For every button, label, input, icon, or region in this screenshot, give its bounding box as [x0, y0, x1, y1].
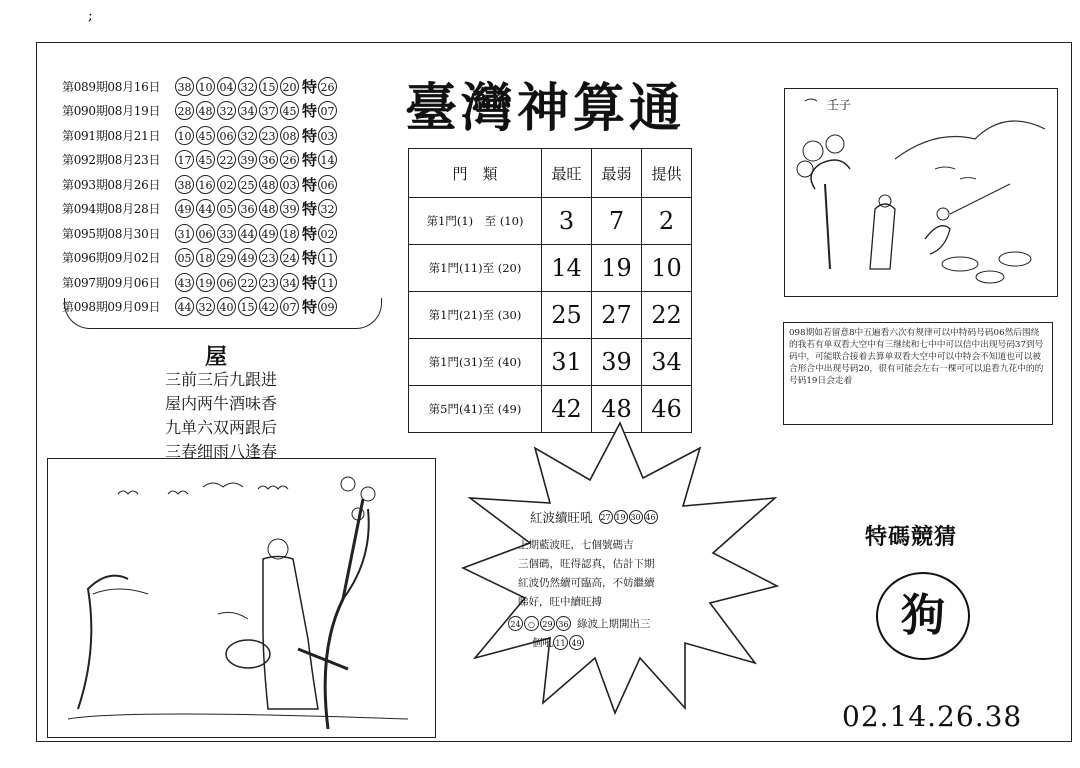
corner-mark: ; — [88, 8, 93, 24]
special-ball: 03 — [318, 126, 337, 145]
category-table — [408, 148, 692, 433]
number-ball: 32 — [238, 126, 257, 145]
number-ball: 02 — [217, 175, 236, 194]
number-ball: 19 — [196, 273, 215, 292]
number-ball: 48 — [196, 101, 215, 120]
number-ball: 05 — [175, 248, 194, 267]
special-ball: 11 — [318, 248, 337, 267]
draw-label: 第095期08月30日 — [62, 226, 161, 241]
heading-ball: 19 — [614, 510, 628, 524]
draw-label: 第093期08月26日 — [62, 177, 161, 192]
special-marker: 特 — [302, 298, 318, 317]
cell-offered: 34 — [642, 339, 692, 386]
number-ball: 06 — [217, 126, 236, 145]
header-offered: 提供 — [642, 149, 692, 198]
number-ball: 20 — [280, 77, 299, 96]
number-ball: 48 — [259, 199, 278, 218]
number-ball: 05 — [217, 199, 236, 218]
poem-line: 屋内两牛酒味香 — [165, 394, 278, 413]
poem — [165, 368, 277, 464]
fishing-scene-drawing — [785, 89, 1057, 296]
number-ball: 15 — [238, 297, 257, 316]
star-content — [510, 508, 730, 650]
tail-text: 個吼 — [532, 637, 553, 649]
number-ball: 18 — [280, 224, 299, 243]
number-ball: 08 — [280, 126, 299, 145]
number-ball: 34 — [238, 101, 257, 120]
number-ball: 23 — [259, 248, 278, 267]
tail-ball: 49 — [569, 635, 584, 650]
special-ball: 14 — [318, 150, 337, 169]
header-category: 門 類 — [409, 149, 542, 198]
special-marker: 特 — [302, 249, 318, 268]
draw-label: 第097期09月06日 — [62, 275, 161, 290]
number-ball: 34 — [280, 273, 299, 292]
draw-label: 第091期08月21日 — [62, 128, 161, 143]
number-ball: 06 — [217, 273, 236, 292]
number-ball: 32 — [238, 77, 257, 96]
cell-coldest: 48 — [592, 386, 642, 433]
history-row — [62, 221, 380, 246]
special-marker: 特 — [302, 102, 318, 121]
history-bracket — [64, 298, 382, 329]
heading-ball: 30 — [629, 510, 643, 524]
green-ball: 36 — [556, 616, 571, 631]
number-ball: 23 — [259, 126, 278, 145]
header-coldest: 最弱 — [592, 149, 642, 198]
special-marker: 特 — [302, 224, 318, 243]
draw-label: 第090期08月19日 — [62, 104, 161, 119]
number-ball: 22 — [217, 150, 236, 169]
farmer-illustration — [47, 458, 436, 738]
draw-label: 第098期09月09日 — [62, 300, 161, 315]
number-ball: 45 — [280, 101, 299, 120]
number-ball: 29 — [217, 248, 236, 267]
history-row — [62, 74, 380, 99]
number-ball: 42 — [259, 297, 278, 316]
number-ball: 04 — [217, 77, 236, 96]
page-title: 臺灣神算通 — [405, 78, 686, 139]
number-ball: 16 — [196, 175, 215, 194]
special-marker: 特 — [302, 273, 318, 292]
green-ball: ○ — [524, 616, 539, 631]
number-ball: 44 — [238, 224, 257, 243]
number-ball: 32 — [217, 101, 236, 120]
cell-hottest: 3 — [542, 198, 592, 245]
farmer-scene-drawing — [48, 459, 435, 737]
analysis-notes: 098期如若留意8中五遍看六次有规律可以中特码号码06然后围绕的我若有单双看大空中有三继续和七中中可以信中出现号码37到号码中，可能联合接着去算单双看大空中可以中特会不知道也可以被合形合中出现号码20，很有可能会左右一棵可可以追看九花中的的号码19日会走着 — [783, 322, 1053, 425]
number-ball: 39 — [280, 199, 299, 218]
number-ball: 49 — [238, 248, 257, 267]
number-ball: 38 — [175, 175, 194, 194]
number-ball: 06 — [196, 224, 215, 243]
star-heading: 紅波續旺吼 — [530, 510, 593, 525]
header-hottest: 最旺 — [542, 149, 592, 198]
history-row — [62, 123, 380, 148]
number-ball: 45 — [196, 126, 215, 145]
category-table-header — [409, 149, 692, 198]
draw-label: 第089期08月16日 — [62, 79, 161, 94]
number-ball: 48 — [259, 175, 278, 194]
number-ball: 18 — [196, 248, 215, 267]
green-row — [508, 616, 730, 631]
number-ball: 26 — [280, 150, 299, 169]
illustration-caption: 壬子 — [827, 98, 852, 112]
poem-line: 九单六双两跟后 — [165, 418, 278, 437]
green-ball: 24 — [508, 616, 523, 631]
number-ball: 33 — [217, 224, 236, 243]
number-ball: 32 — [196, 297, 215, 316]
poem-line: 三前三后九跟进 — [165, 370, 278, 389]
history-row — [62, 172, 380, 197]
cell-hottest: 31 — [542, 339, 592, 386]
number-ball: 45 — [196, 150, 215, 169]
number-ball: 10 — [175, 126, 194, 145]
draw-label: 第092期08月23日 — [62, 153, 161, 168]
cell-offered: 2 — [642, 198, 692, 245]
cell-hottest: 25 — [542, 292, 592, 339]
cell-offered: 10 — [642, 245, 692, 292]
special-marker: 特 — [302, 126, 318, 145]
number-ball: 31 — [175, 224, 194, 243]
number-ball: 49 — [175, 199, 194, 218]
number-ball: 23 — [259, 273, 278, 292]
tail-row — [532, 635, 730, 650]
footer-numbers: 02.14.26.38 — [842, 700, 1023, 733]
cell-offered: 22 — [642, 292, 692, 339]
fishing-illustration — [784, 88, 1058, 297]
special-ball: 02 — [318, 224, 337, 243]
special-marker: 特 — [302, 77, 318, 96]
number-ball: 38 — [175, 77, 194, 96]
number-ball: 40 — [217, 297, 236, 316]
history-row — [62, 270, 380, 295]
history-row — [62, 197, 380, 222]
number-ball: 17 — [175, 150, 194, 169]
cell-coldest: 27 — [592, 292, 642, 339]
number-ball: 25 — [238, 175, 257, 194]
row-label: 第1門(1) 至 (10) — [409, 198, 542, 245]
special-ball: 11 — [318, 273, 337, 292]
table-row — [409, 245, 692, 292]
draw-label: 第094期08月28日 — [62, 202, 161, 217]
draw-label: 第096期09月02日 — [62, 251, 161, 266]
row-label: 第1門(31)至 (40) — [409, 339, 542, 386]
special-ball: 32 — [318, 199, 337, 218]
cell-coldest: 7 — [592, 198, 642, 245]
star-line: 上期藍波旺，七個號碼吉 — [518, 539, 634, 551]
number-ball: 43 — [175, 273, 194, 292]
green-ball: 29 — [540, 616, 555, 631]
draw-history — [62, 74, 380, 319]
cell-coldest: 19 — [592, 245, 642, 292]
star-line: 睇好，旺中續旺搏 — [518, 596, 602, 608]
number-ball: 03 — [280, 175, 299, 194]
number-ball: 07 — [280, 297, 299, 316]
star-line: 三個碼，旺得認真，估計下期 — [518, 558, 655, 570]
number-ball: 44 — [175, 297, 194, 316]
history-row — [62, 99, 380, 124]
special-marker: 特 — [302, 200, 318, 219]
star-body — [518, 536, 730, 612]
table-row — [409, 292, 692, 339]
row-label: 第1門(21)至 (30) — [409, 292, 542, 339]
table-row — [409, 198, 692, 245]
number-ball: 44 — [196, 199, 215, 218]
special-marker: 特 — [302, 175, 318, 194]
number-ball: 39 — [238, 150, 257, 169]
number-ball: 22 — [238, 273, 257, 292]
row-label: 第5門(41)至 (49) — [409, 386, 542, 433]
row-label: 第1門(11)至 (20) — [409, 245, 542, 292]
history-row — [62, 246, 380, 271]
special-ball: 07 — [318, 101, 337, 120]
special-marker: 特 — [302, 151, 318, 170]
poem-title: 屋 — [205, 344, 228, 370]
star-line: 紅波仍然續可臨高，不妨繼續 — [518, 577, 655, 589]
number-ball: 28 — [175, 101, 194, 120]
history-row — [62, 148, 380, 173]
cell-hottest: 14 — [542, 245, 592, 292]
star-heading-row — [530, 508, 730, 526]
number-ball: 15 — [259, 77, 278, 96]
cell-coldest: 39 — [592, 339, 642, 386]
special-ball: 26 — [318, 77, 337, 96]
number-ball: 37 — [259, 101, 278, 120]
number-ball: 36 — [238, 199, 257, 218]
number-ball: 24 — [280, 248, 299, 267]
tail-ball: 11 — [553, 635, 568, 650]
number-ball: 36 — [259, 150, 278, 169]
zodiac-animal: 狗 — [876, 572, 970, 660]
green-text: 綠波上期開出三 — [577, 618, 651, 630]
table-row — [409, 339, 692, 386]
cell-offered: 46 — [642, 386, 692, 433]
cell-hottest: 42 — [542, 386, 592, 433]
special-ball: 09 — [318, 297, 337, 316]
poem-line: 三春细雨八逢春 — [165, 442, 278, 461]
number-ball: 10 — [196, 77, 215, 96]
heading-ball: 46 — [644, 510, 658, 524]
heading-ball: 27 — [599, 510, 613, 524]
number-ball: 49 — [259, 224, 278, 243]
special-ball: 06 — [318, 175, 337, 194]
special-guess-title: 特碼競猜 — [865, 524, 958, 550]
